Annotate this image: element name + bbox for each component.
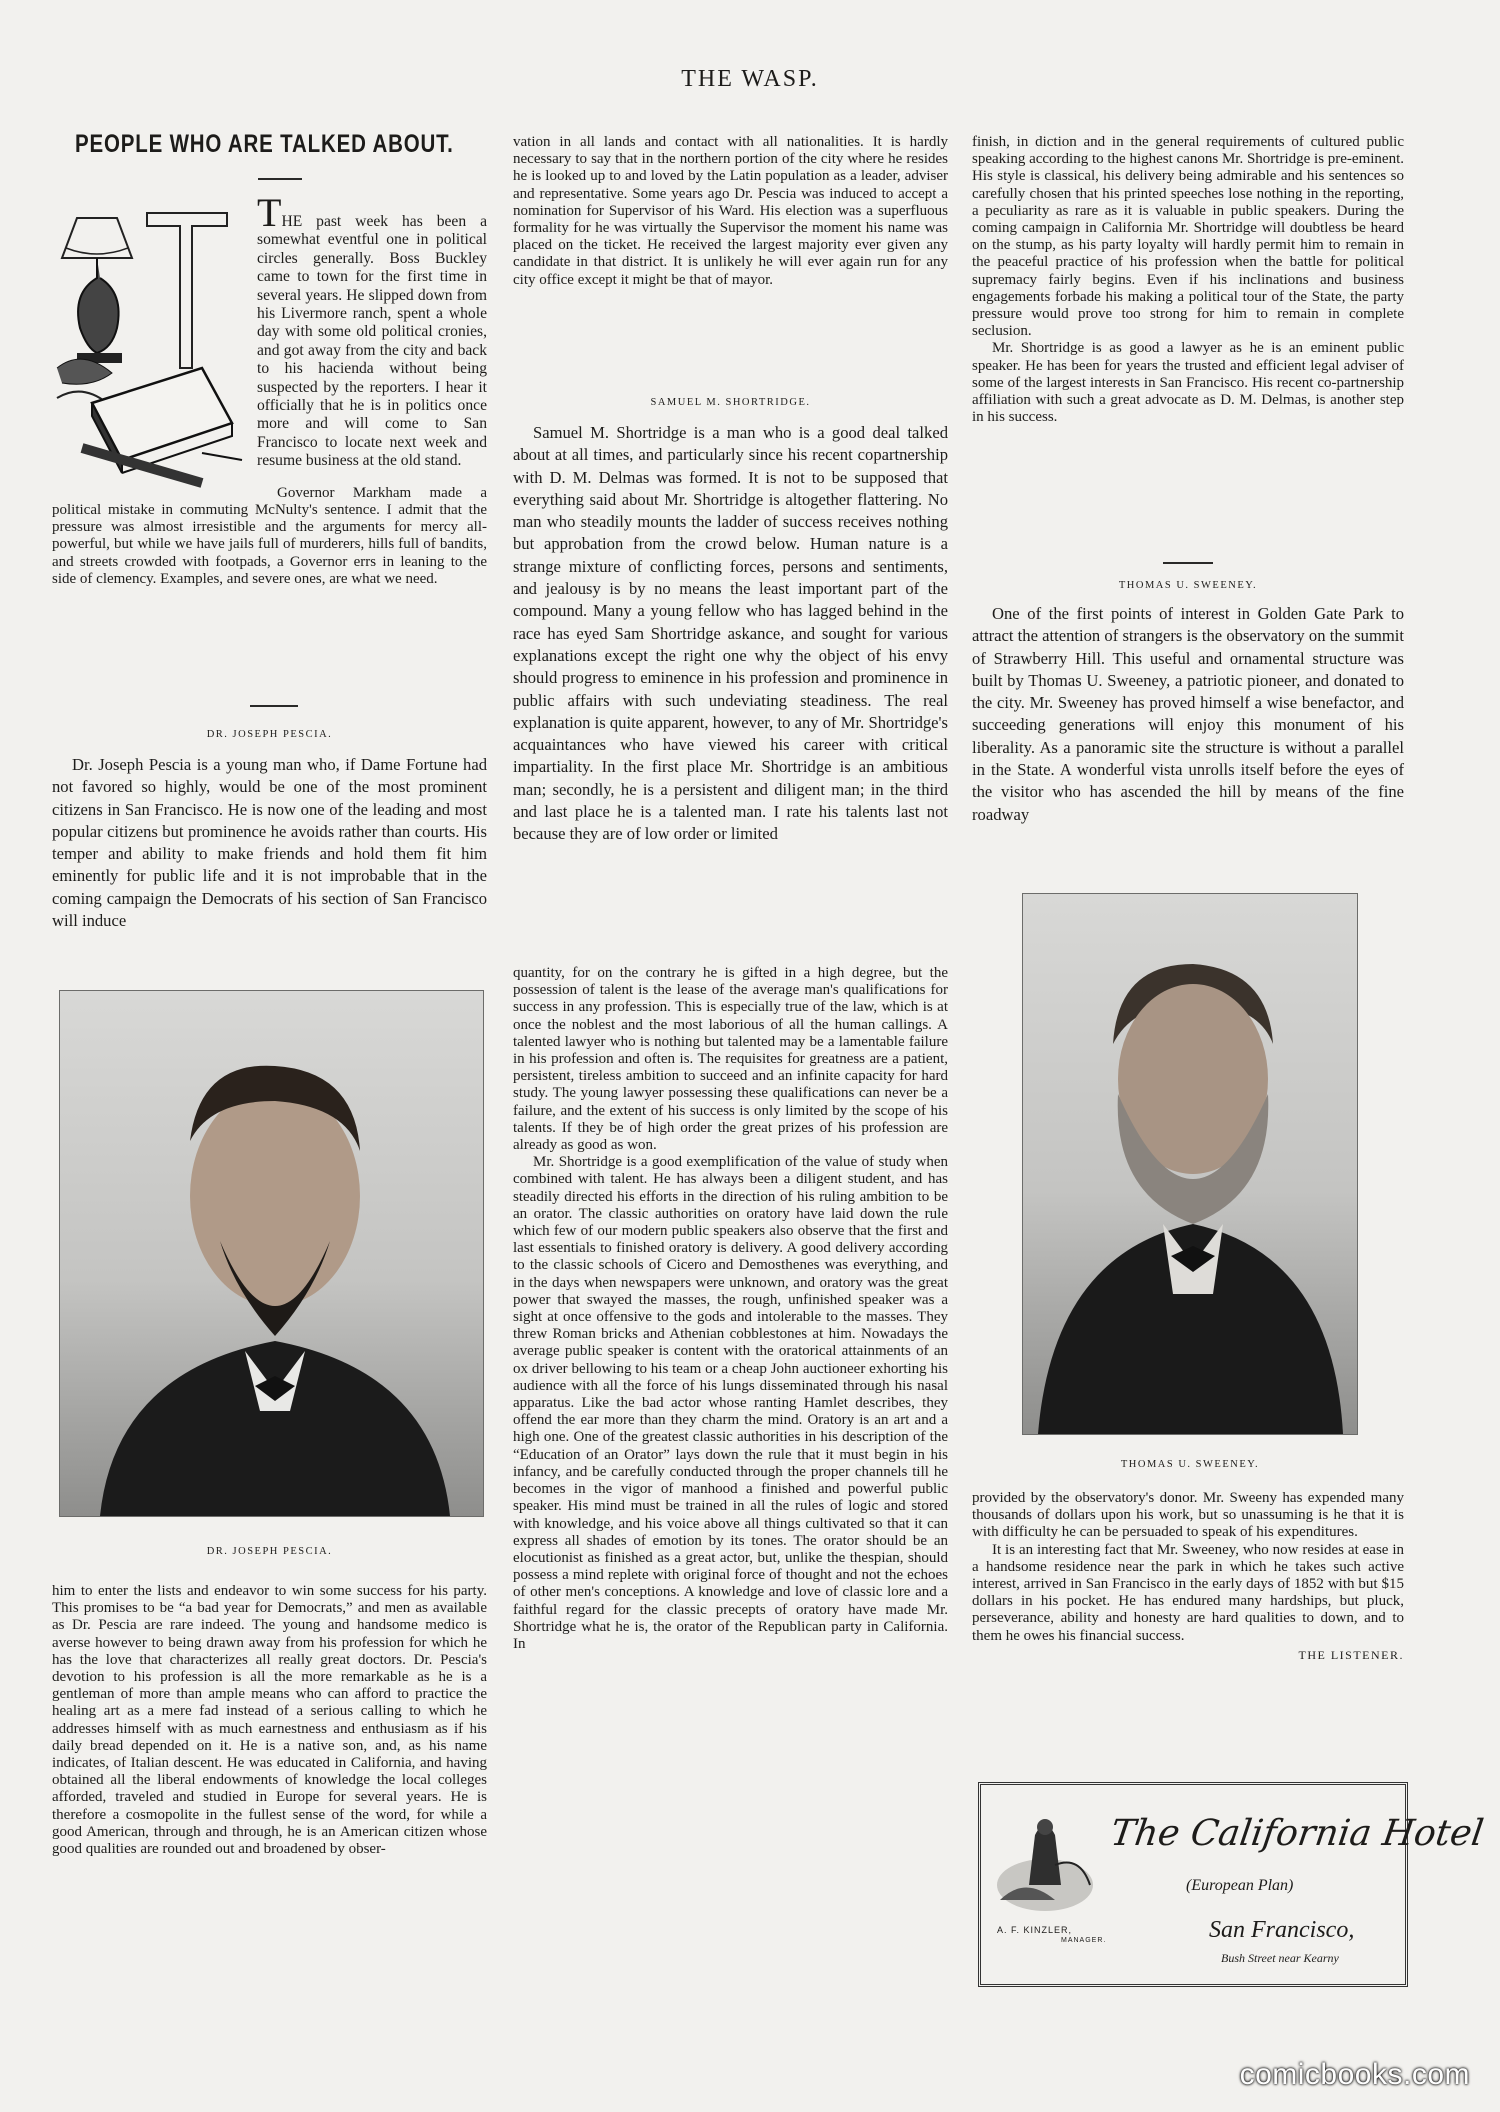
- column-3-mid: [972, 603, 1404, 826]
- paragraph: One of the first points of interest in Golden Gate Park to attract the attention of strangers is the observatory on the summit of Strawberry Hill. This useful and ornamental structure was built by Thomas U. Sweeney, a patriotic pioneer, and donated to the city. Mr. Sweeney has proved himself a wise benefactor, and succeeding generations will enjoy this monument of his liberality. As a panoramic site the structure is without a parallel in the State. A wonderful vista unrolls itself before the eyes of the visitor who has ascended the hill by means of the fine roadway: [972, 604, 1404, 824]
- intro-paragraph: HE past week has been a somewhat eventful one in political circles generally. Boss Buckley came to town for the first time in several years. He slipped down from his Livermore ranch, spent a whole day with some old political cronies, and got away from the city and back to his hacienda without being suspected by the reporters. I hear it officially that he is in politics once more and will come to San Francisco to locate next week and resume business at the old stand.: [257, 213, 487, 470]
- page-headline: PEOPLE WHO ARE TALKED ABOUT.: [75, 130, 454, 158]
- masthead: THE WASP.: [681, 66, 819, 92]
- column-2-mid: [513, 422, 948, 846]
- section-subhead: SAMUEL M. SHORTRIDGE.: [650, 397, 811, 408]
- paragraph: It is an interesting fact that Mr. Sweeney, who now resides at ease in a handsome residence near the park in which he takes such active interest, arrived in San Francisco in the early days of 1852 with but $15 dollars in his pocket. He has endured many hardships, but pluck, perseverance, ability and honesty are hard qualities to down, and to them he owes his financial success.: [972, 1541, 1404, 1644]
- column-3-top: [972, 134, 1404, 426]
- paragraph: Samuel M. Shortridge is a man who is a good deal talked about at all times, and particularly since his recent copartnership with D. M. Delmas was formed. It is not to be supposed that everything said about Mr. Shortridge is altogether flattering. No man who steadily mounts the ladder of success receives nothing but approbation from the crowd below. Human nature is a strange mixture of conflicting forces, persons and sentiments, and jealousy is by no means the least important part of the compound. Many a young fellow who has lagged behind in the race has eyed Sam Shortridge askance, and sought for various explanations except the right one why the object of his envy should progress to eminence in his profession and prominence in public affairs with such undeviating steadiness. The real explanation is quite apparent, however, to any of Mr. Shortridge's acquaintances who have viewed his career with critical impartiality. In the first place Mr. Shortridge is an ambitious man; secondly, he is a persistent and diligent man; in the third and last place he is a talented man. I rate his talents last not because they are of low order or limited: [513, 423, 948, 844]
- divider: [1163, 562, 1213, 564]
- divider: [258, 178, 302, 180]
- paragraph: Governor Markham made a political mistake in commuting McNulty's sentence. I admit that the pressure was almost irresistible and the arguments for mercy all-powerful, but while we have jails full of murderers, hills full of bandits, and streets crowded with footpads, a Governor errs in leaning to the side of clemency. Examples, and severe ones, are what we need.: [52, 484, 487, 587]
- lamp-inkstand-illustration: [52, 198, 247, 488]
- photo-caption: THOMAS U. SWEENEY.: [1120, 1459, 1260, 1470]
- section-subhead: THOMAS U. SWEENEY.: [1118, 580, 1258, 591]
- column-3-bottom: [972, 1490, 1404, 1664]
- divider: [250, 705, 298, 707]
- hotel-name: The California Hotel: [1108, 1813, 1487, 1854]
- hotel-plan: (European Plan): [1186, 1877, 1294, 1894]
- manager-title: MANAGER.: [1061, 1937, 1107, 1944]
- paragraph: quantity, for on the contrary he is gifted in a high degree, but the possession of talent is the lease of the average man's qualifications for success in any profession. This is especially true of the law, which is at once the noblest and the most laborious of all the human callings. A talented lawyer who is nothing but talented may be a lamentable failure in his profession and often is. The requisites for greatness are a patient, persistent, tireless ambition to succeed and an infinite capacity for hard study. The young lawyer possessing these qualifications can never be a failure, and the extent of his success is only limited by the scope of his talents. If they be of high order the great prizes of his profession are already as good as won.: [513, 965, 948, 1154]
- photo-caption: DR. JOSEPH PESCIA.: [206, 1546, 333, 1557]
- paragraph: Mr. Shortridge is as good a lawyer as he is an eminent public speaker. He has been for years the trusted and efficient legal adviser of some of the largest interests in San Francisco. His recent co-partnership affiliation with such a great advocate as D. M. Delmas, is another step in his success.: [972, 340, 1404, 426]
- watermark: comicbooks.com: [1239, 2058, 1470, 2091]
- manager-name: A. F. KINZLER,: [997, 1925, 1073, 1935]
- drop-cap-letter: T: [257, 190, 282, 235]
- hotel-city: San Francisco,: [1209, 1917, 1355, 1943]
- column-1-bottom: [52, 1583, 487, 1858]
- hotel-address: Bush Street near Kearny: [1221, 1951, 1339, 1965]
- column-1-top: [52, 190, 487, 588]
- section-subhead: DR. JOSEPH PESCIA.: [206, 729, 333, 740]
- portrait-photo-pescia: [59, 990, 484, 1517]
- column-2-top: [513, 134, 948, 289]
- hotel-advertisement: [978, 1782, 1487, 1987]
- paragraph: vation in all lands and contact with all nationalities. It is hardly necessary to say that in the northern portion of the city where he resides he is looked up to and loved by the Latin population as a leader, adviser and representative. Some years ago Dr. Pescia was induced to accept a nomination for Supervisor of his Ward. His election was a superfluous formality for he was virtually the Supervisor the moment his name was placed on the ticket. He received the largest majority ever given any candidate in that district. It is unlikely he will ever again run for any city office except it might be that of mayor.: [513, 134, 948, 288]
- signature: THE LISTENER.: [1298, 1647, 1404, 1662]
- paragraph: Mr. Shortridge is a good exemplification of the value of study when combined with talent. He has always been a diligent student, and has steadily directed his efforts in the direction of his ruling ambition to be an orator. The classic authorities on oratory have laid down the rule which few of our modern public speakers also observe that the first and last essentials to finished oratory is delivery. A good delivery according to the classic schools of Cicero and Demosthenes was everything, and in the days when newspapers were unknown, and oratory was the great power that swayed the masses, the rough, unfinished speaker was a sight at once offensive to the gods and intolerable to the masses. They threw Roman bricks and Athenian cobblestones at him. Nowadays the average public speaker is content with the oratorical attainments of an ox driver bellowing to his team or a cheap John auctioneer exhorting his audience with all the force of his lungs disseminated through his nasal apparatus. Like the bad actor whose ranting Hamlet describes, they offend the ear more than they charm the mind. Oratory is an art and a high one. One of the greatest classic authorities in his description of the “Education of an Orator” lays down the rule that it must begin in his infancy, and be carefully conducted through the proper channels till he becomes in the vigor of manhood a finished and powerful public speaker. His mind must be trained in all the rules of logic and stored with knowledge, and his voice above all things cultivated so that it can express all shades of emotion by its tones. The orator should be an elocutionist as finished as a great actor, but, unlike the thespian, should possess a mind replete with original force of thought and not the echoes of other men's conceptions. A knowledge and love of classic lore and a faithful regard for the classic precepts of oratory have made Mr. Shortridge what he is, the orator of the Republican party in California. In: [513, 1154, 948, 1652]
- paragraph: finish, in diction and in the general requirements of cultured public speaking according to the highest canons Mr. Shortridge is pre-eminent. His style is classical, his delivery being admirable and his sentences so carefully chosen that his printed speeches lose nothing in the reporting, a peculiarity as rare as it is valuable in public speakers. During the coming campaign in California Mr. Shortridge will doubtless be heard on the stump, as his party loyalty will hardly permit him to remain in the peaceful practice of his profession when the battle for political supremacy fairly begins. Even if his inclinations and business engagements forbade his making a political tour of the State, the party pressure would prove too strong for him to remain in complete seclusion.: [972, 134, 1404, 340]
- paragraph: him to enter the lists and endeavor to win some success for his party. This promises to be “a bad year for Democrats,” and men as available as Dr. Pescia are rare indeed. The young and handsome medico is averse however to being drawn away from his profession for which he has the love that characterizes all really great doctors. Dr. Pescia's devotion to his profession is all the more remarkable as he is a gentleman of more than ample means who can afford to practice the healing art as a mere fad instead of a serious calling to which he addresses himself with as much earnestness and enthusiasm as if his daily bread depended on it. He is a native son, and, as his name indicates, of Italian descent. He was educated in California, and having obtained all the liberal endowments of knowledge the local colleges afforded, traveled and studied in Europe for several years. He is therefore a cosmopolite in the fullest sense of the word, for while a good American, through and through, he is an American citizen whose good qualities are rounded out and broadened by obser-: [52, 1583, 487, 1858]
- paragraph: Dr. Joseph Pescia is a young man who, if Dame Fortune had not favored so highly, would be one of the most prominent citizens in San Francisco. He is now one of the leading and most popular citizens but prominence he avoids rather than courts. His temper and ability to make friends and hold them fit him eminently for public life and it is not improbable that in the coming campaign the Democrats of his section of San Francisco will induce: [52, 755, 487, 931]
- portrait-photo-sweeney: [1022, 893, 1358, 1435]
- column-2-bottom: [513, 965, 948, 1653]
- column-1-mid: [52, 754, 487, 932]
- allegorical-figure-illustration: [995, 1805, 1095, 1915]
- paragraph: provided by the observatory's donor. Mr. Sweeny has expended many thousands of dollars upon his work, but so unassuming is he that it is with difficulty he can be persuaded to speak of his expenditures.: [972, 1490, 1404, 1541]
